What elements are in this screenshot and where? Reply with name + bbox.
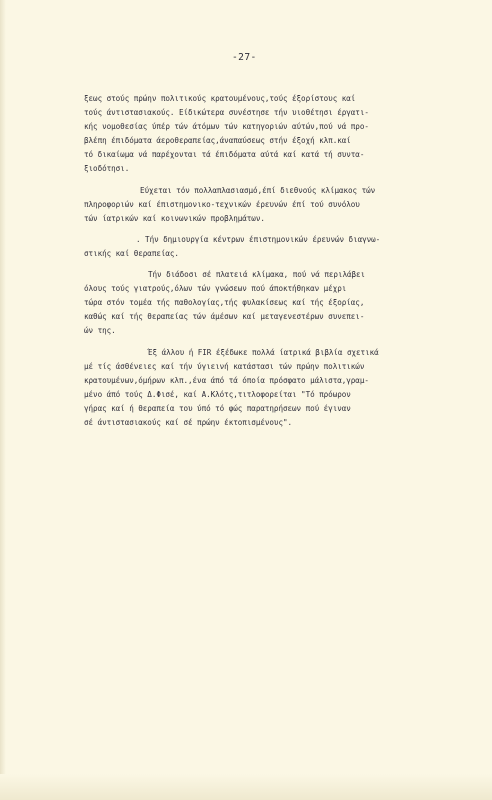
text-line: Εύχεται τόν πολλαπλασιασμό,έπί διεθνούς κλίμακος τών bbox=[140, 185, 376, 195]
text-line: κρατουμένων,όμήρων κλπ.,ένα άπό τά όποία πρόσφατο μάλιστα,γραμ- bbox=[84, 375, 369, 385]
paragraph-5 bbox=[84, 346, 444, 431]
text-line: σέ άντιστασιακούς καί σέ πρώην έκτοπισμένους". bbox=[84, 417, 293, 427]
text-line: πληροφοριών καί έπιστημονικο-τεχνικών έρευνών έπί τού συνόλου bbox=[84, 199, 360, 209]
text-line: στικής καί θεραπείας. bbox=[84, 248, 179, 258]
paragraph-4 bbox=[84, 268, 444, 338]
paragraph-3 bbox=[84, 233, 444, 261]
text-line: τώρα στόν τομέα τής παθολογίας,τής φυλακίσεως καί τής έξορίας, bbox=[84, 298, 365, 308]
text-line: κής νομοθεσίας ύπέρ τών άτόμων τών κατηγοριών αύτών,πού νά προ- bbox=[84, 122, 369, 132]
text-line: . Τήν δημιουργία κέντρων έπιστημονικών έρευνών διαγνω- bbox=[136, 234, 381, 244]
page-shadow-edge bbox=[0, 0, 6, 800]
text-line: μένο άπό τούς Δ.Φισέ, καί Α.Κλότς,τιτλοφορείται "Τό πρόωρον bbox=[84, 389, 351, 399]
paragraph-1 bbox=[84, 92, 444, 177]
page-bottom-edge bbox=[0, 774, 492, 800]
text-line: μέ τίς άσθένειες καί τήν ύγιεινή κατάστασι τών πρώην πολιτικών bbox=[84, 361, 365, 371]
text-line: ξεως στούς πρώην πολιτικούς κρατουμένους,τούς έξορίστους καί bbox=[84, 94, 356, 103]
text-line: όλους τούς γιατρούς,όλων τών γνώσεων πού άποκτήθηκαν μέχρι bbox=[84, 284, 347, 294]
text-line: τό δικαίωμα νά παρέχονται τά έπιδόματα αύτά καί κατά τή συντα- bbox=[84, 150, 365, 160]
text-line: τών ίατρικών καί κοινωνικών προβλημάτων. bbox=[84, 213, 265, 223]
text-line: τούς άντιστασιακούς. Είδικώτερα συνέστησε τήν υιοθέτησι έργατι- bbox=[84, 108, 369, 118]
text-line: Τήν διάδοσι σέ πλατειά κλίμακα, πού νά περιλάβει bbox=[148, 270, 366, 280]
text-line: ξιοδότησι. bbox=[84, 164, 130, 174]
document-body bbox=[84, 92, 444, 437]
text-line: ών της. bbox=[84, 326, 116, 336]
page-number: -27- bbox=[232, 52, 257, 63]
text-line: Έξ άλλου ή FIR έξέδωκε πολλά ίατρικά βιβλία σχετικά bbox=[148, 347, 379, 357]
text-line: βλέπη έπιδόματα άεροθεραπείας,άναπαύσεως στήν έξοχή κλπ.καί bbox=[84, 136, 351, 146]
text-line: καθώς καί τής θεραπείας τών άμέσων καί μεταγενεστέρων συνεπει- bbox=[84, 312, 365, 322]
text-line: γήρας καί ή θεραπεία του ύπό τό φώς παρατηρήσεων πού έγιναν bbox=[84, 403, 351, 413]
paragraph-2 bbox=[84, 184, 444, 226]
